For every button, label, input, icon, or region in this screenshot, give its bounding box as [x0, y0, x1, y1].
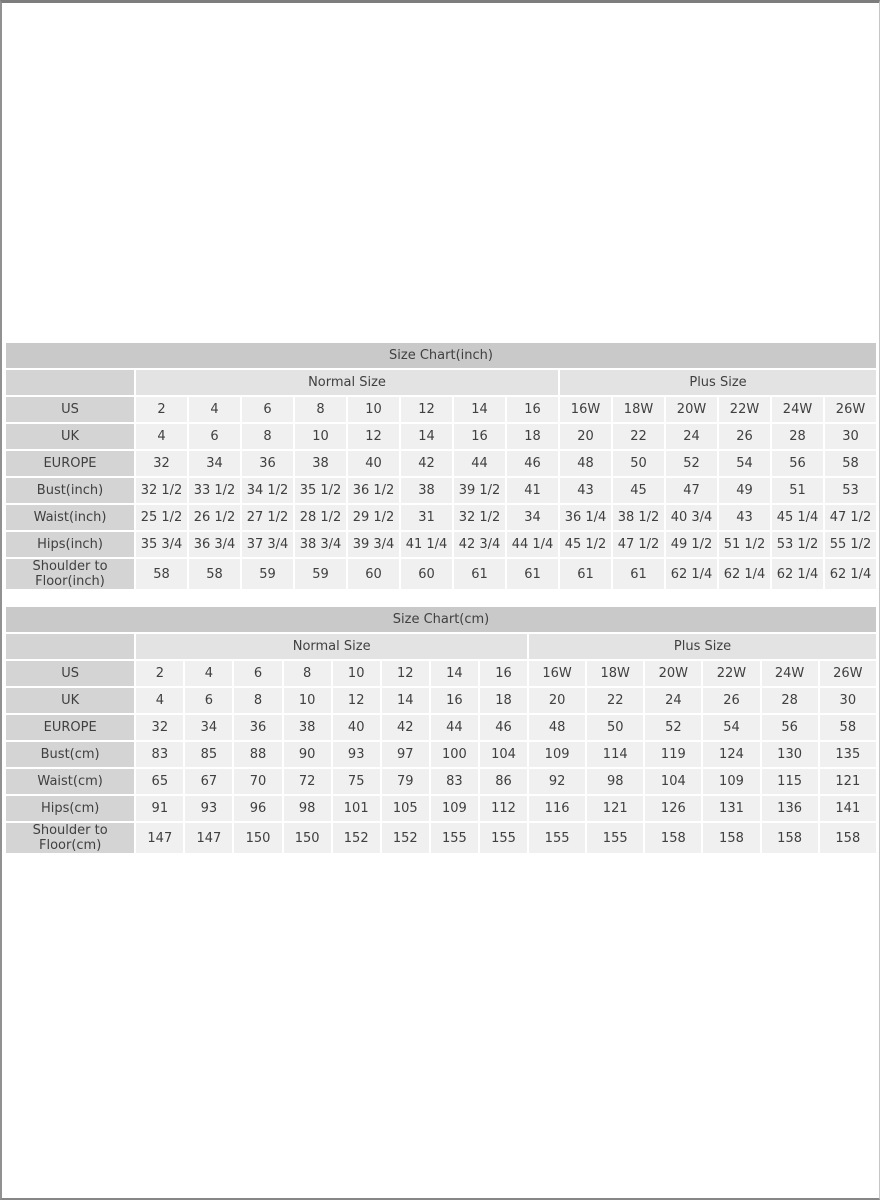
table-row: [6, 769, 876, 794]
data-cell: 6: [242, 397, 293, 422]
data-cell: 115: [762, 769, 818, 794]
data-cell: 22W: [719, 397, 770, 422]
data-cell: 53 1/2: [772, 532, 823, 557]
data-cell: 131: [703, 796, 759, 821]
data-cell: 112: [480, 796, 527, 821]
table-row: [6, 397, 876, 422]
data-cell: 38: [295, 451, 346, 476]
data-cell: 135: [820, 742, 876, 767]
data-cell: 34: [185, 715, 232, 740]
data-cell: 12: [348, 424, 399, 449]
data-cell: 47: [666, 478, 717, 503]
row-label: EUROPE: [6, 451, 134, 476]
data-cell: 67: [185, 769, 232, 794]
data-cell: 62 1/4: [825, 559, 876, 589]
size-chart-cm-table: [4, 605, 878, 855]
table-row: [6, 532, 876, 557]
data-cell: 55 1/2: [825, 532, 876, 557]
data-cell: 16W: [560, 397, 611, 422]
data-cell: 14: [431, 661, 478, 686]
data-cell: 97: [382, 742, 429, 767]
data-cell: 26: [719, 424, 770, 449]
data-cell: 61: [454, 559, 505, 589]
data-cell: 26 1/2: [189, 505, 240, 530]
section-header: Plus Size: [529, 634, 876, 659]
data-cell: 4: [136, 424, 187, 449]
data-cell: 27 1/2: [242, 505, 293, 530]
data-cell: 96: [234, 796, 281, 821]
data-cell: 85: [185, 742, 232, 767]
table-row: [6, 451, 876, 476]
data-cell: 28: [762, 688, 818, 713]
data-cell: 72: [284, 769, 331, 794]
table-row: [6, 688, 876, 713]
data-cell: 38: [284, 715, 331, 740]
data-cell: 34: [507, 505, 558, 530]
data-cell: 62 1/4: [719, 559, 770, 589]
table-row: [6, 742, 876, 767]
data-cell: 93: [185, 796, 232, 821]
data-cell: 6: [185, 688, 232, 713]
data-cell: 20W: [645, 661, 701, 686]
data-cell: 119: [645, 742, 701, 767]
table-row: [6, 715, 876, 740]
data-cell: 51 1/2: [719, 532, 770, 557]
data-cell: 30: [820, 688, 876, 713]
data-cell: 104: [480, 742, 527, 767]
data-cell: 40 3/4: [666, 505, 717, 530]
data-cell: 6: [189, 424, 240, 449]
data-cell: 16: [454, 424, 505, 449]
data-cell: 36 1/4: [560, 505, 611, 530]
data-cell: 75: [333, 769, 380, 794]
data-cell: 10: [348, 397, 399, 422]
data-cell: 141: [820, 796, 876, 821]
data-cell: 46: [480, 715, 527, 740]
data-cell: 4: [189, 397, 240, 422]
data-cell: 41 1/4: [401, 532, 452, 557]
data-cell: 34: [189, 451, 240, 476]
data-cell: 70: [234, 769, 281, 794]
data-cell: 34 1/2: [242, 478, 293, 503]
data-cell: 8: [234, 688, 281, 713]
data-cell: 58: [136, 559, 187, 589]
data-cell: 8: [242, 424, 293, 449]
data-cell: 39 3/4: [348, 532, 399, 557]
data-cell: 114: [587, 742, 643, 767]
data-cell: 93: [333, 742, 380, 767]
data-cell: 4: [136, 688, 183, 713]
row-label: Hips(inch): [6, 532, 134, 557]
data-cell: 10: [333, 661, 380, 686]
data-cell: 22W: [703, 661, 759, 686]
data-cell: 32 1/2: [136, 478, 187, 503]
data-cell: 147: [185, 823, 232, 853]
data-cell: 155: [480, 823, 527, 853]
data-cell: 41: [507, 478, 558, 503]
data-cell: 42: [401, 451, 452, 476]
data-cell: 8: [284, 661, 331, 686]
data-cell: 51: [772, 478, 823, 503]
row-label: Hips(cm): [6, 796, 134, 821]
data-cell: 90: [284, 742, 331, 767]
data-cell: 45 1/2: [560, 532, 611, 557]
data-cell: 116: [529, 796, 585, 821]
data-cell: 130: [762, 742, 818, 767]
data-cell: 24W: [772, 397, 823, 422]
data-cell: 62 1/4: [772, 559, 823, 589]
data-cell: 18: [507, 424, 558, 449]
data-cell: 109: [529, 742, 585, 767]
data-cell: 26: [703, 688, 759, 713]
table-row: [6, 478, 876, 503]
data-cell: 52: [645, 715, 701, 740]
data-cell: 2: [136, 397, 187, 422]
data-cell: 121: [587, 796, 643, 821]
row-label: Bust(inch): [6, 478, 134, 503]
data-cell: 22: [613, 424, 664, 449]
data-cell: 54: [703, 715, 759, 740]
data-cell: 152: [382, 823, 429, 853]
table-gap: [4, 591, 878, 605]
data-cell: 2: [136, 661, 183, 686]
data-cell: 61: [613, 559, 664, 589]
data-cell: 32 1/2: [454, 505, 505, 530]
data-cell: 16: [507, 397, 558, 422]
data-cell: 158: [820, 823, 876, 853]
data-cell: 24: [666, 424, 717, 449]
data-cell: 14: [454, 397, 505, 422]
data-cell: 60: [348, 559, 399, 589]
data-cell: 158: [762, 823, 818, 853]
data-cell: 98: [587, 769, 643, 794]
data-cell: 16: [431, 688, 478, 713]
data-cell: 18: [480, 688, 527, 713]
data-cell: 12: [382, 661, 429, 686]
data-cell: 10: [284, 688, 331, 713]
data-cell: 152: [333, 823, 380, 853]
data-cell: 44: [431, 715, 478, 740]
data-cell: 12: [333, 688, 380, 713]
data-cell: 40: [333, 715, 380, 740]
data-cell: 20W: [666, 397, 717, 422]
data-cell: 35 1/2: [295, 478, 346, 503]
data-cell: 105: [382, 796, 429, 821]
data-cell: 48: [529, 715, 585, 740]
data-cell: 26W: [820, 661, 876, 686]
data-cell: 29 1/2: [348, 505, 399, 530]
data-cell: 79: [382, 769, 429, 794]
data-cell: 14: [382, 688, 429, 713]
data-cell: 16W: [529, 661, 585, 686]
data-cell: 60: [401, 559, 452, 589]
data-cell: 47 1/2: [613, 532, 664, 557]
data-cell: 42: [382, 715, 429, 740]
data-cell: 83: [136, 742, 183, 767]
data-cell: 28 1/2: [295, 505, 346, 530]
data-cell: 124: [703, 742, 759, 767]
data-cell: 37 3/4: [242, 532, 293, 557]
data-cell: 12: [401, 397, 452, 422]
data-cell: 59: [242, 559, 293, 589]
data-cell: 46: [507, 451, 558, 476]
data-cell: 150: [284, 823, 331, 853]
data-cell: 47 1/2: [825, 505, 876, 530]
data-cell: 18W: [587, 661, 643, 686]
data-cell: 56: [762, 715, 818, 740]
corner-cell: [6, 634, 134, 659]
data-cell: 36: [234, 715, 281, 740]
row-label: US: [6, 661, 134, 686]
data-cell: 40: [348, 451, 399, 476]
data-cell: 44 1/4: [507, 532, 558, 557]
data-cell: 155: [431, 823, 478, 853]
data-cell: 91: [136, 796, 183, 821]
data-cell: 24W: [762, 661, 818, 686]
row-label: Waist(inch): [6, 505, 134, 530]
row-label: Shoulder to Floor(cm): [6, 823, 134, 853]
data-cell: 31: [401, 505, 452, 530]
data-cell: 65: [136, 769, 183, 794]
data-cell: 32: [136, 715, 183, 740]
data-cell: 24: [645, 688, 701, 713]
data-cell: 121: [820, 769, 876, 794]
data-cell: 100: [431, 742, 478, 767]
data-cell: 33 1/2: [189, 478, 240, 503]
data-cell: 104: [645, 769, 701, 794]
data-cell: 43: [719, 505, 770, 530]
data-cell: 158: [645, 823, 701, 853]
row-label: US: [6, 397, 134, 422]
blank-area-top: [2, 3, 879, 341]
data-cell: 38: [401, 478, 452, 503]
data-cell: 30: [825, 424, 876, 449]
section-header: Normal Size: [136, 370, 558, 395]
corner-cell: [6, 370, 134, 395]
data-cell: 48: [560, 451, 611, 476]
data-cell: 20: [560, 424, 611, 449]
data-cell: 49 1/2: [666, 532, 717, 557]
table-row: [6, 424, 876, 449]
size-charts-section: [4, 341, 878, 855]
data-cell: 56: [772, 451, 823, 476]
data-cell: 45: [613, 478, 664, 503]
data-cell: 83: [431, 769, 478, 794]
data-cell: 147: [136, 823, 183, 853]
data-cell: 62 1/4: [666, 559, 717, 589]
table-row: [6, 661, 876, 686]
row-label: UK: [6, 688, 134, 713]
data-cell: 25 1/2: [136, 505, 187, 530]
data-cell: 155: [529, 823, 585, 853]
data-cell: 32: [136, 451, 187, 476]
data-cell: 58: [825, 451, 876, 476]
data-cell: 36 3/4: [189, 532, 240, 557]
data-cell: 44: [454, 451, 505, 476]
data-cell: 10: [295, 424, 346, 449]
row-label: Bust(cm): [6, 742, 134, 767]
data-cell: 26W: [825, 397, 876, 422]
data-cell: 126: [645, 796, 701, 821]
data-cell: 61: [560, 559, 611, 589]
section-header: Plus Size: [560, 370, 876, 395]
data-cell: 155: [587, 823, 643, 853]
data-cell: 158: [703, 823, 759, 853]
row-label: Shoulder to Floor(inch): [6, 559, 134, 589]
data-cell: 6: [234, 661, 281, 686]
data-cell: 53: [825, 478, 876, 503]
data-cell: 50: [613, 451, 664, 476]
data-cell: 136: [762, 796, 818, 821]
data-cell: 92: [529, 769, 585, 794]
data-cell: 39 1/2: [454, 478, 505, 503]
data-cell: 35 3/4: [136, 532, 187, 557]
row-label: EUROPE: [6, 715, 134, 740]
data-cell: 42 3/4: [454, 532, 505, 557]
data-cell: 45 1/4: [772, 505, 823, 530]
data-cell: 98: [284, 796, 331, 821]
data-cell: 22: [587, 688, 643, 713]
data-cell: 8: [295, 397, 346, 422]
section-header: Normal Size: [136, 634, 527, 659]
data-cell: 38 3/4: [295, 532, 346, 557]
size-chart-inch-table: [4, 341, 878, 591]
data-cell: 86: [480, 769, 527, 794]
data-cell: 59: [295, 559, 346, 589]
data-cell: 61: [507, 559, 558, 589]
data-cell: 36 1/2: [348, 478, 399, 503]
data-cell: 4: [185, 661, 232, 686]
table-title: Size Chart(cm): [6, 607, 876, 632]
data-cell: 58: [820, 715, 876, 740]
data-cell: 109: [431, 796, 478, 821]
table-row: [6, 823, 876, 853]
table-title: Size Chart(inch): [6, 343, 876, 368]
data-cell: 49: [719, 478, 770, 503]
data-cell: 109: [703, 769, 759, 794]
data-cell: 36: [242, 451, 293, 476]
data-cell: 150: [234, 823, 281, 853]
row-label: UK: [6, 424, 134, 449]
table-row: [6, 505, 876, 530]
data-cell: 43: [560, 478, 611, 503]
data-cell: 38 1/2: [613, 505, 664, 530]
data-cell: 16: [480, 661, 527, 686]
table-row: [6, 796, 876, 821]
table-row: [6, 559, 876, 589]
data-cell: 58: [189, 559, 240, 589]
data-cell: 88: [234, 742, 281, 767]
data-cell: 101: [333, 796, 380, 821]
data-cell: 50: [587, 715, 643, 740]
data-cell: 54: [719, 451, 770, 476]
data-cell: 28: [772, 424, 823, 449]
data-cell: 20: [529, 688, 585, 713]
data-cell: 18W: [613, 397, 664, 422]
data-cell: 52: [666, 451, 717, 476]
row-label: Waist(cm): [6, 769, 134, 794]
data-cell: 14: [401, 424, 452, 449]
